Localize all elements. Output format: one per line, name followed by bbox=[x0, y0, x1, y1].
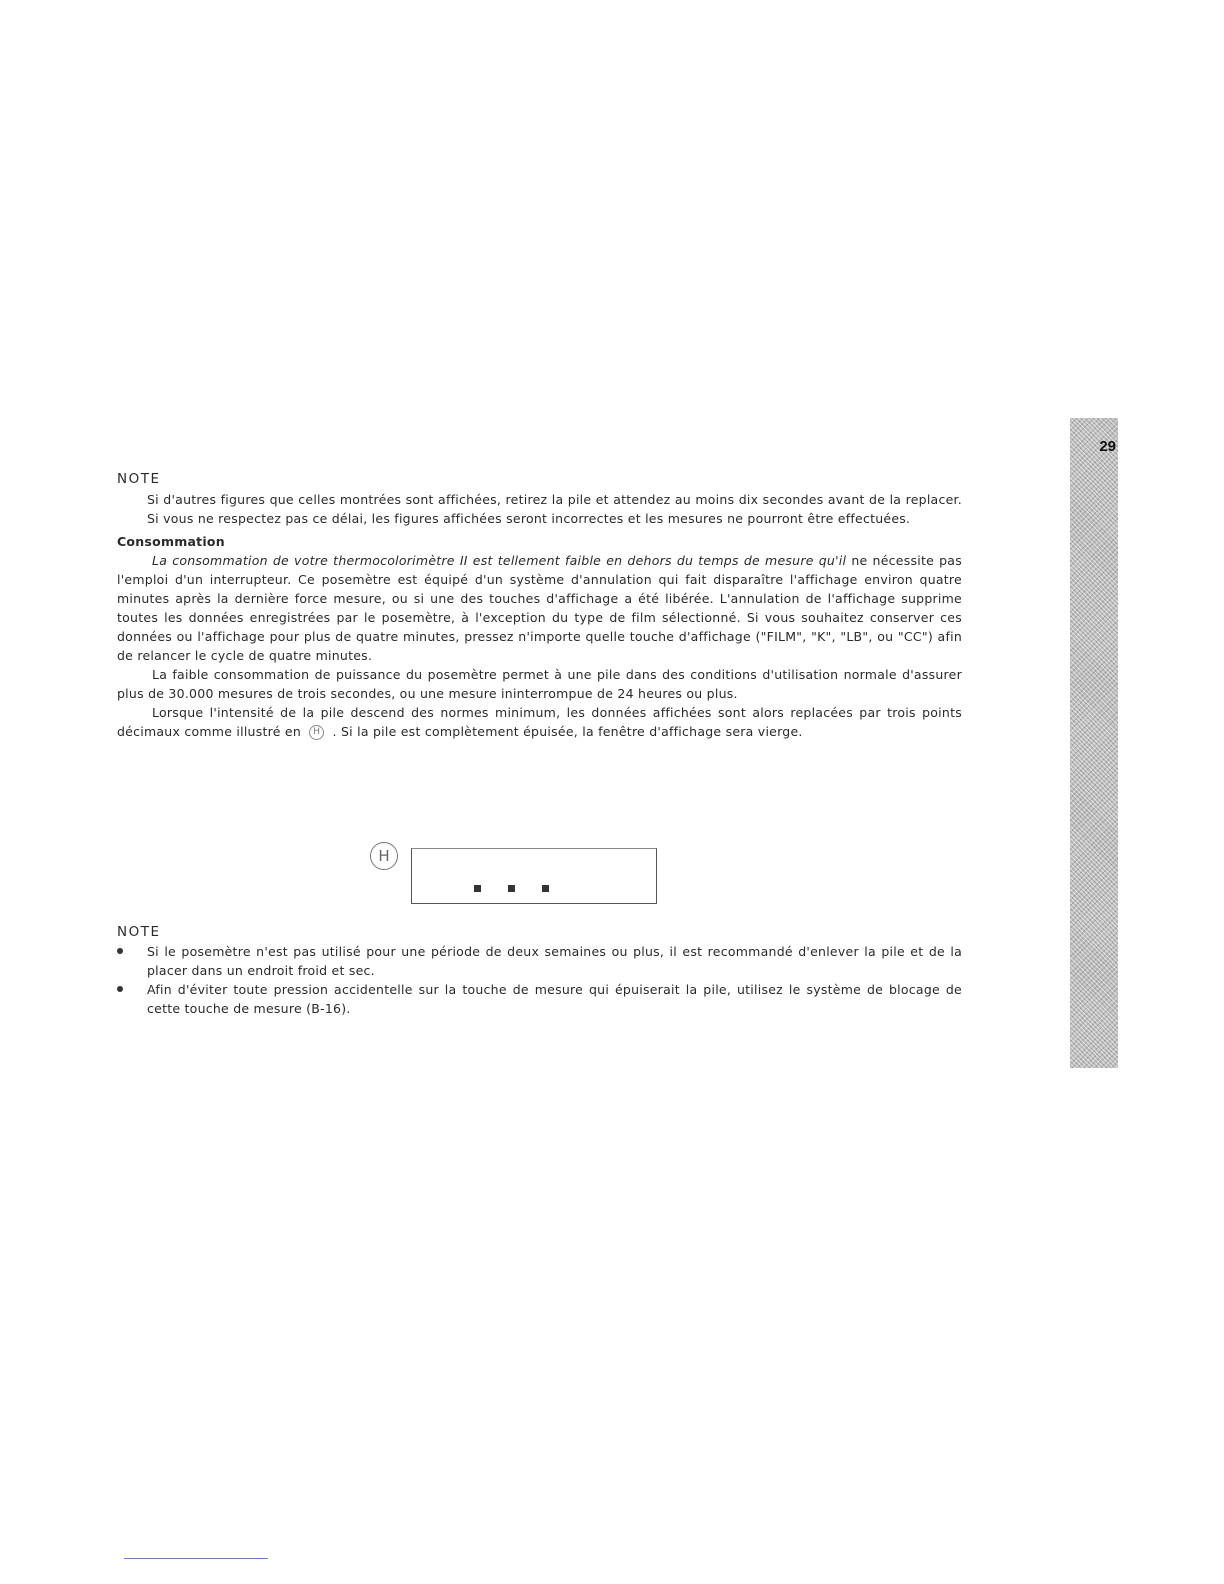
consommation-paragraph-2: La faible consommation de puissance du posemètre permet à une pile dans des conditions d'utilisation normale d'assurer plus de 30.000 mesures de trois secondes, ou une mesure ininterrompue de 24 heures ou plus. bbox=[117, 667, 962, 701]
main-content bbox=[117, 470, 962, 741]
italic-lead: La consommation de votre thermocolorimètre II est tellement faible en dehors du temps de mesure qu'il bbox=[152, 553, 847, 568]
lcd-display-window bbox=[411, 848, 657, 904]
note-text: Si d'autres figures que celles montrées sont affichées, retirez la pile et attendez au moins dix secondes avant de la replacer. Si vous ne respectez pas ce délai, les figures affichées seront incorrectes et les mesures ne pourront être effectuées. bbox=[147, 492, 962, 526]
decimal-point bbox=[474, 885, 481, 892]
note-heading-2: NOTE bbox=[117, 924, 161, 940]
list-item: Si le posemètre n'est pas utilisé pour une période de deux semaines ou plus, il est recommandé d'enlever la pile et de la placer dans un endroit froid et sec. bbox=[117, 942, 962, 980]
figure-label: H bbox=[370, 842, 398, 870]
page-number: 29 bbox=[1099, 438, 1116, 455]
section-title: Consommation bbox=[117, 534, 225, 549]
list-item: Afin d'éviter toute pression accidentelle sur la touche de mesure qui épuiserait la pile, utilisez le système de blocage de cette touche de mesure (B-16). bbox=[117, 980, 962, 1018]
paragraph-3-before: Lorsque l'intensité de la pile descend des normes minimum, les données affichées sont alors replacées par trois points décimaux comme illustré en bbox=[117, 705, 962, 739]
paragraph-1-rest: ne nécessite pas l'emploi d'un interrupteur. Ce posemètre est équipé d'un système d'annulation qui fait disparaître l'affichage environ quatre minutes après la dernière force mesure, ou si une des touches d'affichage a été libérée. L'annulation de l'affichage supprime toutes les données enregistrées par le posemètre, à l'exception du type de film sélectionné. Si vous souhaitez conserver ces données ou l'affichage pour plus de quatre minutes, pressez n'importe quelle touche d'affichage ("FILM", "K", "LB", ou "CC") afin de relancer le cycle de quatre minutes. bbox=[117, 553, 962, 663]
second-note bbox=[117, 923, 962, 1018]
footer-rule bbox=[124, 1558, 268, 1559]
consommation-paragraph-1 bbox=[117, 551, 962, 665]
decimal-point bbox=[508, 885, 515, 892]
decimal-point bbox=[542, 885, 549, 892]
display-figure bbox=[370, 842, 670, 908]
note-heading: NOTE bbox=[117, 471, 161, 487]
note-list bbox=[117, 942, 962, 1018]
paragraph-3-after: . Si la pile est complètement épuisée, la fenêtre d'affichage sera vierge. bbox=[332, 724, 803, 739]
h-symbol-icon: H bbox=[309, 725, 324, 740]
consommation-paragraph-3 bbox=[117, 703, 962, 741]
page-tab bbox=[1070, 418, 1118, 1068]
